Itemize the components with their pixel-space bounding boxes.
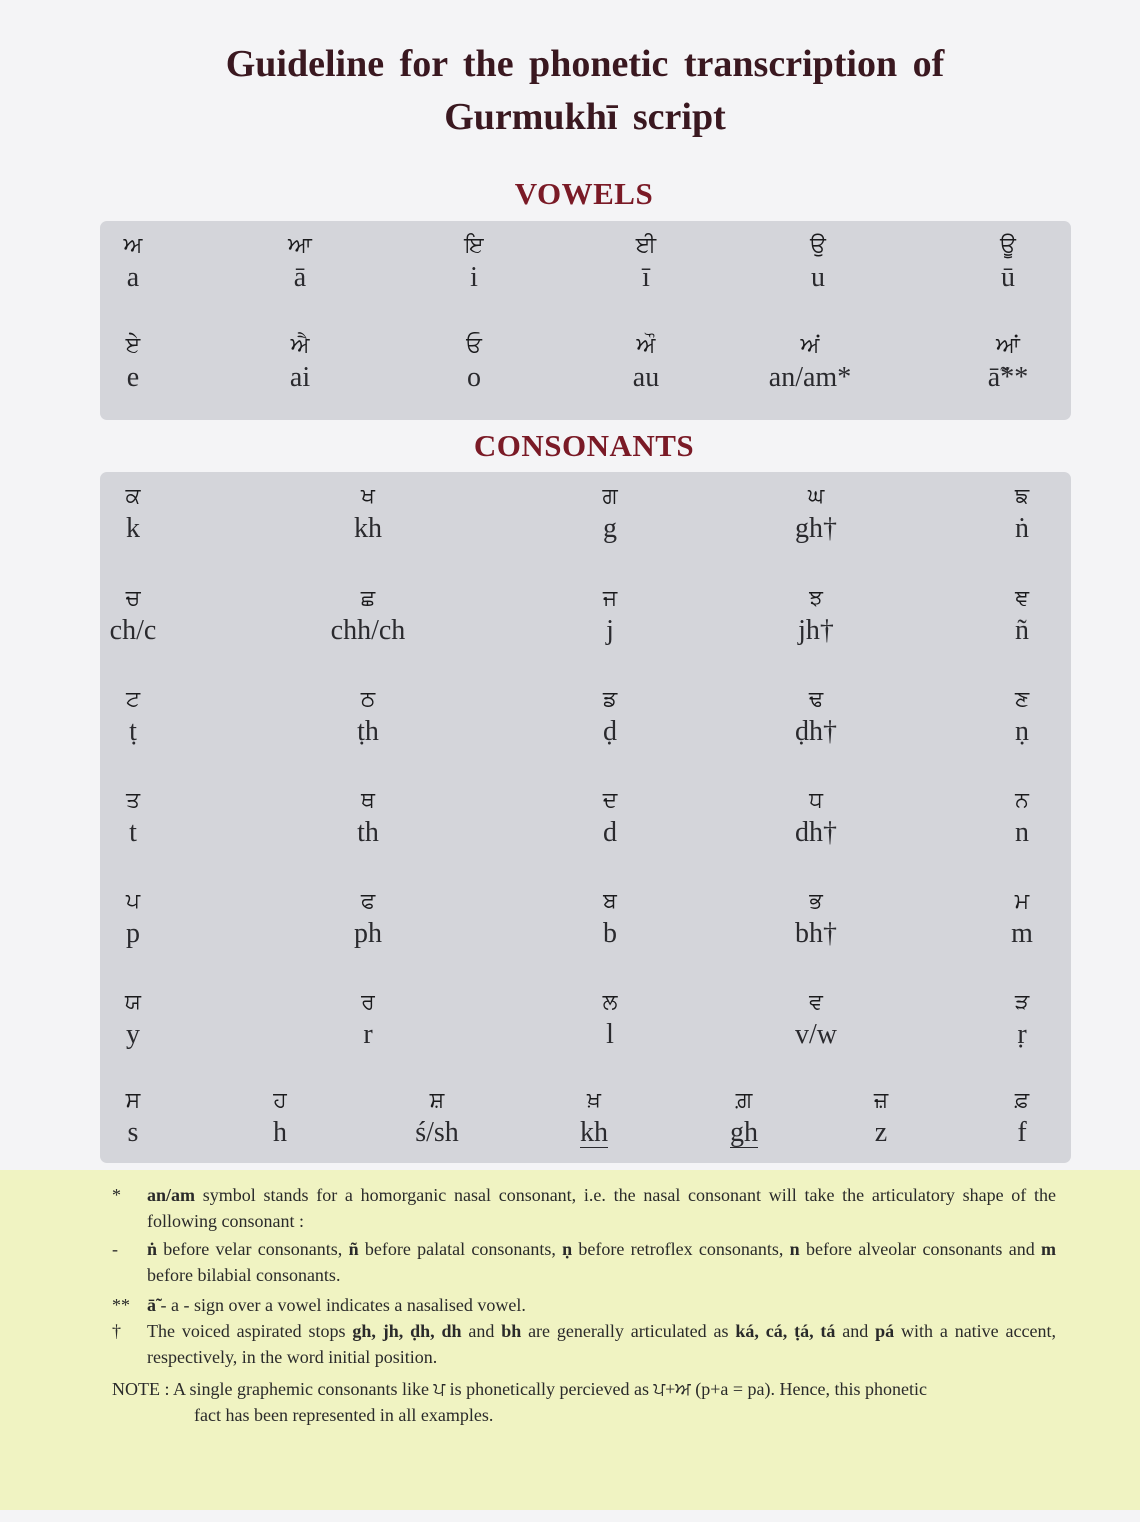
gurmukhi-letter: ਭ [809, 889, 823, 914]
footnote-text: before alveolar consonants and [799, 1239, 1041, 1259]
transcription: b [603, 918, 617, 949]
transcription: l [606, 1019, 614, 1050]
vowel-cell [948, 231, 1068, 295]
nasal-symbol: ṅ [147, 1239, 158, 1259]
transcription: h [273, 1117, 287, 1148]
gurmukhi-letter: ਅਂ [800, 333, 820, 358]
consonant-cell [550, 786, 670, 850]
consonant-cell [73, 887, 193, 951]
footnote-text: and [461, 1321, 502, 1341]
gurmukhi-letter: ਆ [288, 233, 312, 258]
consonant-cell [308, 887, 428, 951]
footnote-text: before palatal consonants, [358, 1239, 563, 1259]
footnote-text: - a - sign over a vowel indicates a nasalised vowel. [156, 1295, 526, 1315]
footnote-double-asterisk [112, 1292, 1056, 1318]
footnote-text: The voiced aspirated stops [147, 1321, 353, 1341]
gurmukhi-letter: ਚ [125, 586, 141, 611]
transcription: n [1015, 817, 1029, 848]
vowel-cell [948, 331, 1068, 395]
transcription: ā [293, 262, 307, 293]
consonant-cell [308, 786, 428, 850]
title-line-2: Gurmukhī script [444, 96, 726, 138]
consonant-cell [73, 786, 193, 850]
gurmukhi-letter: ਥ [361, 788, 375, 813]
transcription: gh [730, 1117, 758, 1148]
transcription: p [126, 918, 140, 949]
transcription: ś/sh [415, 1117, 459, 1148]
transcription: ñ [1015, 615, 1029, 646]
transcription: ḍ [603, 716, 617, 747]
gurmukhi-letter: ਜ਼ [873, 1088, 889, 1113]
gurmukhi-letter: ਗ [602, 484, 618, 509]
footnotes-panel [0, 1170, 1140, 1510]
transcription: th [357, 817, 379, 848]
consonant-cell [308, 685, 428, 749]
footnote-marker: - [112, 1239, 118, 1259]
vowel-cell [586, 331, 706, 395]
transcription: kh [580, 1117, 608, 1148]
gurmukhi-letter: ਓ [466, 333, 482, 358]
gurmukhi-letter: ਗ਼ [735, 1088, 753, 1113]
transcription: o [467, 362, 481, 393]
consonant-cell [962, 887, 1082, 951]
gurmukhi-letter: ਨ [1015, 788, 1029, 813]
gurmukhi-letter: ਯ [124, 990, 142, 1015]
vowel-cell [758, 231, 878, 295]
gurmukhi-letter: ਙ [1014, 484, 1030, 509]
consonant-cell [756, 988, 876, 1052]
footnote-term: gh, jh, ḍh, dh [352, 1321, 462, 1341]
consonant-cell [308, 482, 428, 546]
gurmukhi-letter: ਸ਼ [429, 1088, 445, 1113]
footnote-text: before retroflex consonants, [572, 1239, 790, 1259]
transcription: ph [354, 918, 382, 949]
note-label: NOTE : [112, 1379, 170, 1399]
footnote-text: and [835, 1321, 876, 1341]
gurmukhi-letter: ਆਂ [995, 333, 1020, 358]
consonant-cell [73, 482, 193, 546]
transcription: v/w [795, 1019, 837, 1050]
transcription: ī [642, 262, 650, 293]
consonant-cell [377, 1086, 497, 1150]
footnote-text: with a native accent, respectively, in the word initial position. [147, 1321, 1056, 1367]
transcription: f [1017, 1117, 1027, 1148]
transcription: i [470, 262, 478, 293]
consonant-cell [550, 988, 670, 1052]
consonant-cell [73, 988, 193, 1052]
footnote-text: A single graphemic consonants like ਪ is phonetically percieved as ਪ+ਅ (p+a = pa). Hence, this phonetic [169, 1379, 927, 1399]
transcription: s [127, 1117, 139, 1148]
footnote-asterisk [112, 1182, 1056, 1234]
transcription: d [603, 817, 617, 848]
transcription: u [811, 262, 825, 293]
consonant-cell [73, 685, 193, 749]
footnote-term: bh [501, 1321, 522, 1341]
transcription: bh† [795, 918, 837, 949]
consonant-cell [962, 482, 1082, 546]
gurmukhi-letter: ਜ [602, 586, 618, 611]
gurmukhi-letter: ਔ [636, 333, 656, 358]
page-title [120, 38, 1050, 144]
gurmukhi-letter: ਤ [125, 788, 141, 813]
consonant-cell [308, 584, 428, 648]
gurmukhi-letter: ਡ [602, 687, 618, 712]
transcription: au [632, 362, 660, 393]
gurmukhi-letter: ਮ [1014, 889, 1030, 914]
gurmukhi-letter: ਢ [808, 687, 824, 712]
consonant-cell [756, 482, 876, 546]
vowel-cell [73, 331, 193, 395]
gurmukhi-letter: ਰ [361, 990, 375, 1015]
footnote-text: before bilabial consonants. [147, 1265, 341, 1285]
transcription: ṭ [129, 716, 137, 747]
gurmukhi-letter: ਈ [635, 233, 657, 258]
gurmukhi-letter: ਖ਼ [587, 1088, 601, 1113]
consonant-cell [962, 786, 1082, 850]
vowels-panel [100, 221, 1071, 420]
transcription: dh† [795, 817, 837, 848]
footnote-dagger [112, 1318, 1056, 1370]
consonant-cell [550, 887, 670, 951]
transcription: ṭh [357, 716, 379, 747]
consonant-cell [550, 584, 670, 648]
consonant-cell [308, 988, 428, 1052]
transcription: r [363, 1019, 373, 1050]
footnote-term: ā̃ [147, 1295, 156, 1315]
gurmukhi-letter: ਕ [125, 484, 141, 509]
gurmukhi-letter: ਬ [603, 889, 617, 914]
gurmukhi-letter: ਹ [273, 1088, 287, 1113]
transcription: j [606, 615, 614, 646]
gurmukhi-letter: ਏ [125, 333, 141, 358]
consonants-panel [100, 472, 1071, 1163]
footnote-text: symbol stands for a homorganic nasal consonant, i.e. the nasal consonant will take the articulatory shape of the following consonant : [147, 1185, 1056, 1231]
transcription: e [126, 362, 140, 393]
vowel-cell [414, 331, 534, 395]
transcription: ṛ [1017, 1019, 1027, 1050]
gurmukhi-letter: ਊ [1000, 233, 1016, 258]
gurmukhi-letter: ਐ [290, 333, 310, 358]
transcription: t [129, 817, 137, 848]
transcription: a [126, 262, 140, 293]
transcription: z [874, 1117, 888, 1148]
transcription: ū [1001, 262, 1015, 293]
nasal-symbol: ñ [348, 1239, 359, 1259]
transcription: jh† [798, 615, 834, 646]
vowel-cell [240, 331, 360, 395]
consonant-cell [684, 1086, 804, 1150]
consonant-cell [534, 1086, 654, 1150]
footnote-text: fact has been represented in all examples. [194, 1405, 494, 1425]
vowel-cell [740, 331, 880, 395]
consonant-cell [756, 685, 876, 749]
vowel-cell [586, 231, 706, 295]
gurmukhi-letter: ਵ [809, 990, 823, 1015]
transcription: an/am* [768, 362, 852, 393]
footnote-text: are generally articulated as [521, 1321, 736, 1341]
gurmukhi-letter: ਣ [1014, 687, 1030, 712]
consonant-cell [550, 482, 670, 546]
transcription: k [126, 513, 140, 544]
footnote-term: ká, cá, ṭá, tá [735, 1321, 836, 1341]
transcription: kh [354, 513, 382, 544]
vowel-cell [414, 231, 534, 295]
nasal-symbol: m [1041, 1239, 1056, 1259]
transcription: gh† [795, 513, 837, 544]
gurmukhi-letter: ਧ [809, 788, 823, 813]
transcription: y [126, 1019, 140, 1050]
gurmukhi-letter: ਸ [125, 1088, 141, 1113]
gurmukhi-letter: ਟ [125, 687, 141, 712]
consonant-cell [962, 584, 1082, 648]
gurmukhi-letter: ਖ [361, 484, 375, 509]
gurmukhi-letter: ਞ [1014, 586, 1030, 611]
vowels-heading: VOWELS [514, 176, 654, 211]
gurmukhi-letter: ਛ [360, 586, 376, 611]
footnote-text: before velar consonants, [157, 1239, 349, 1259]
consonant-cell [756, 786, 876, 850]
vowel-cell [73, 231, 193, 295]
gurmukhi-letter: ਇ [464, 233, 484, 258]
consonant-cell [550, 685, 670, 749]
gurmukhi-letter: ਪ [125, 889, 141, 914]
gurmukhi-letter: ਝ [809, 586, 823, 611]
gurmukhi-letter: ਲ [602, 990, 618, 1015]
title-line-1: Guideline for the phonetic transcription of [225, 43, 945, 85]
consonant-cell [962, 988, 1082, 1052]
consonants-heading: CONSONANTS [473, 428, 695, 463]
transcription: ṇ [1015, 716, 1029, 747]
consonant-cell [73, 1086, 193, 1150]
gurmukhi-letter: ਠ [360, 687, 376, 712]
consonant-cell [756, 584, 876, 648]
consonant-cell [962, 1086, 1082, 1150]
gurmukhi-letter: ਘ [807, 484, 825, 509]
vowel-cell [240, 231, 360, 295]
gurmukhi-letter: ੜ [1014, 990, 1030, 1015]
transcription: m [1011, 918, 1033, 949]
transcription: ā̃** [987, 362, 1029, 393]
transcription: ḍh† [795, 716, 837, 747]
consonant-cell [756, 887, 876, 951]
consonant-cell [821, 1086, 941, 1150]
footnote-marker: † [112, 1321, 121, 1341]
transcription: ai [289, 362, 311, 393]
gurmukhi-letter: ਉ [810, 233, 826, 258]
footnote-term: an/am [147, 1185, 196, 1205]
footnote-marker: ** [112, 1295, 130, 1315]
consonant-cell [73, 584, 193, 648]
nasal-symbol: ṇ [562, 1239, 573, 1259]
gurmukhi-letter: ਦ [602, 788, 618, 813]
transcription: g [603, 513, 617, 544]
transcription: ṅ [1015, 513, 1029, 544]
footnote-marker: * [112, 1185, 121, 1205]
gurmukhi-letter: ਫ਼ [1014, 1088, 1030, 1113]
footnote-dash [112, 1236, 1056, 1288]
nasal-symbol: n [789, 1239, 800, 1259]
transcription: chh/ch [330, 615, 406, 646]
transcription: ch/c [109, 615, 157, 646]
footnote-term: pá [875, 1321, 895, 1341]
consonant-cell [220, 1086, 340, 1150]
footnote-note [112, 1376, 1056, 1428]
gurmukhi-letter: ਫ [360, 889, 376, 914]
consonant-cell [962, 685, 1082, 749]
gurmukhi-letter: ਅ [123, 233, 143, 258]
